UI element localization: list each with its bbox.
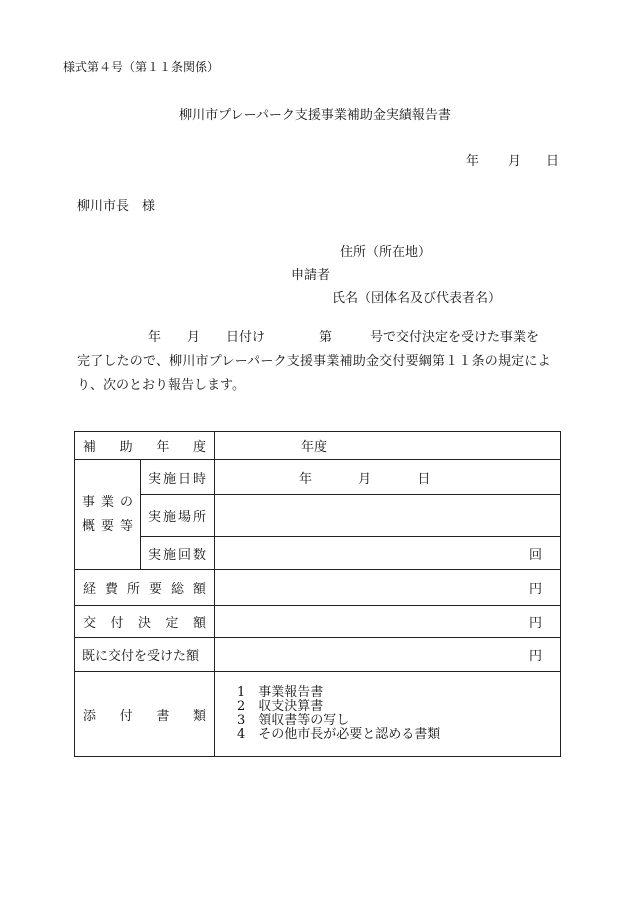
row-label-decided-amount (75, 606, 215, 638)
table-row (75, 432, 561, 460)
table-row (75, 495, 561, 537)
row-label-subsidy-year (75, 432, 215, 460)
datetime-label: 実施日時 (148, 471, 209, 487)
datetime-value[interactable] (215, 460, 561, 495)
label-char: 助 (119, 440, 133, 455)
applicant-name-label: 氏名（団体名及び代表者名） (332, 291, 502, 306)
datetime-day: 日 (417, 471, 431, 487)
row-group-label-project-overview (75, 460, 141, 570)
label-char: 経 (83, 582, 97, 597)
row-label-attachments (75, 672, 215, 757)
spread-label (75, 612, 214, 631)
subsidy-year-value[interactable]: 年度 (215, 432, 561, 460)
applicant-address-label: 住所（所在地） (340, 245, 432, 260)
label-char: 額 (192, 582, 206, 597)
list-item: 2 収支決算書 (237, 699, 324, 714)
spread-label (75, 578, 214, 597)
label-char: 類 (192, 708, 206, 724)
table-row (75, 638, 561, 672)
label-char: 年 (156, 440, 170, 455)
received-amount-label: 既に交付を受けた額 (82, 649, 200, 664)
label-char: 要 (148, 582, 162, 597)
row-label-datetime (141, 460, 215, 495)
form-number: 様式第４号（第１１条関係） (63, 60, 220, 74)
row-label-received-amount (75, 638, 215, 672)
table-row (75, 672, 561, 757)
spread-label (75, 705, 214, 724)
venue-label: 実施場所 (148, 510, 209, 525)
table-row (75, 606, 561, 638)
datetime-year: 年 (299, 471, 313, 487)
row-label-total-cost (75, 570, 215, 606)
report-table (74, 431, 561, 757)
group-label-line2: 概要等 (81, 518, 139, 534)
total-cost-value[interactable]: 円 (215, 570, 561, 606)
datetime-month: 月 (358, 471, 372, 487)
label-char: 交 (83, 616, 97, 631)
body-line3: り、次のとおり報告します。 (77, 378, 245, 393)
spread-label (75, 436, 214, 455)
label-char: 度 (192, 440, 206, 455)
date-year: 年 (466, 154, 480, 169)
label-char: 決 (137, 616, 151, 631)
label-char: 定 (165, 616, 179, 631)
row-label-count (141, 537, 215, 570)
applicant-label: 申請者 (291, 268, 331, 283)
label-char: 付 (110, 616, 124, 631)
count-label: 実施回数 (148, 547, 209, 563)
list-item: 4 その他市長が必要と認める書類 (237, 727, 441, 742)
label-char: 補 (83, 440, 97, 455)
body-month: 月 (187, 330, 201, 345)
count-value[interactable]: 回 (215, 537, 561, 570)
venue-value[interactable] (215, 495, 561, 537)
label-char: 所 (126, 582, 140, 597)
received-amount-value[interactable]: 円 (215, 638, 561, 672)
label-char: 費 (104, 582, 118, 597)
label-char: 付 (119, 708, 133, 724)
label-char: 額 (192, 616, 206, 631)
body-line1-rest: 号で交付決定を受けた事業を (370, 330, 540, 345)
label-char: 総 (170, 582, 184, 597)
body-year: 年 (148, 330, 162, 345)
body-dated: 日付け (226, 330, 266, 345)
decided-amount-value[interactable]: 円 (215, 606, 561, 638)
table-row (75, 537, 561, 570)
addressee: 柳川市長 様 (77, 199, 156, 214)
label-char: 書 (156, 708, 170, 724)
body-line2: 完了したので、柳川市プレーパーク支援事業補助金交付要綱第１１条の規定によ (77, 354, 551, 369)
table-row (75, 460, 561, 495)
label-char: 添 (83, 708, 97, 724)
attachments-value (215, 672, 561, 757)
row-label-venue (141, 495, 215, 537)
body-dai: 第 (319, 330, 333, 345)
group-label-line1: 事業の (81, 494, 139, 510)
date-day: 日 (546, 154, 560, 169)
list-item: 1 事業報告書 (237, 685, 324, 700)
table-row (75, 570, 561, 606)
date-month: 月 (508, 154, 522, 169)
page-title: 柳川市プレーパーク支援事業補助金実績報告書 (179, 108, 451, 123)
list-item: 3 領収書等の写し (237, 713, 350, 728)
